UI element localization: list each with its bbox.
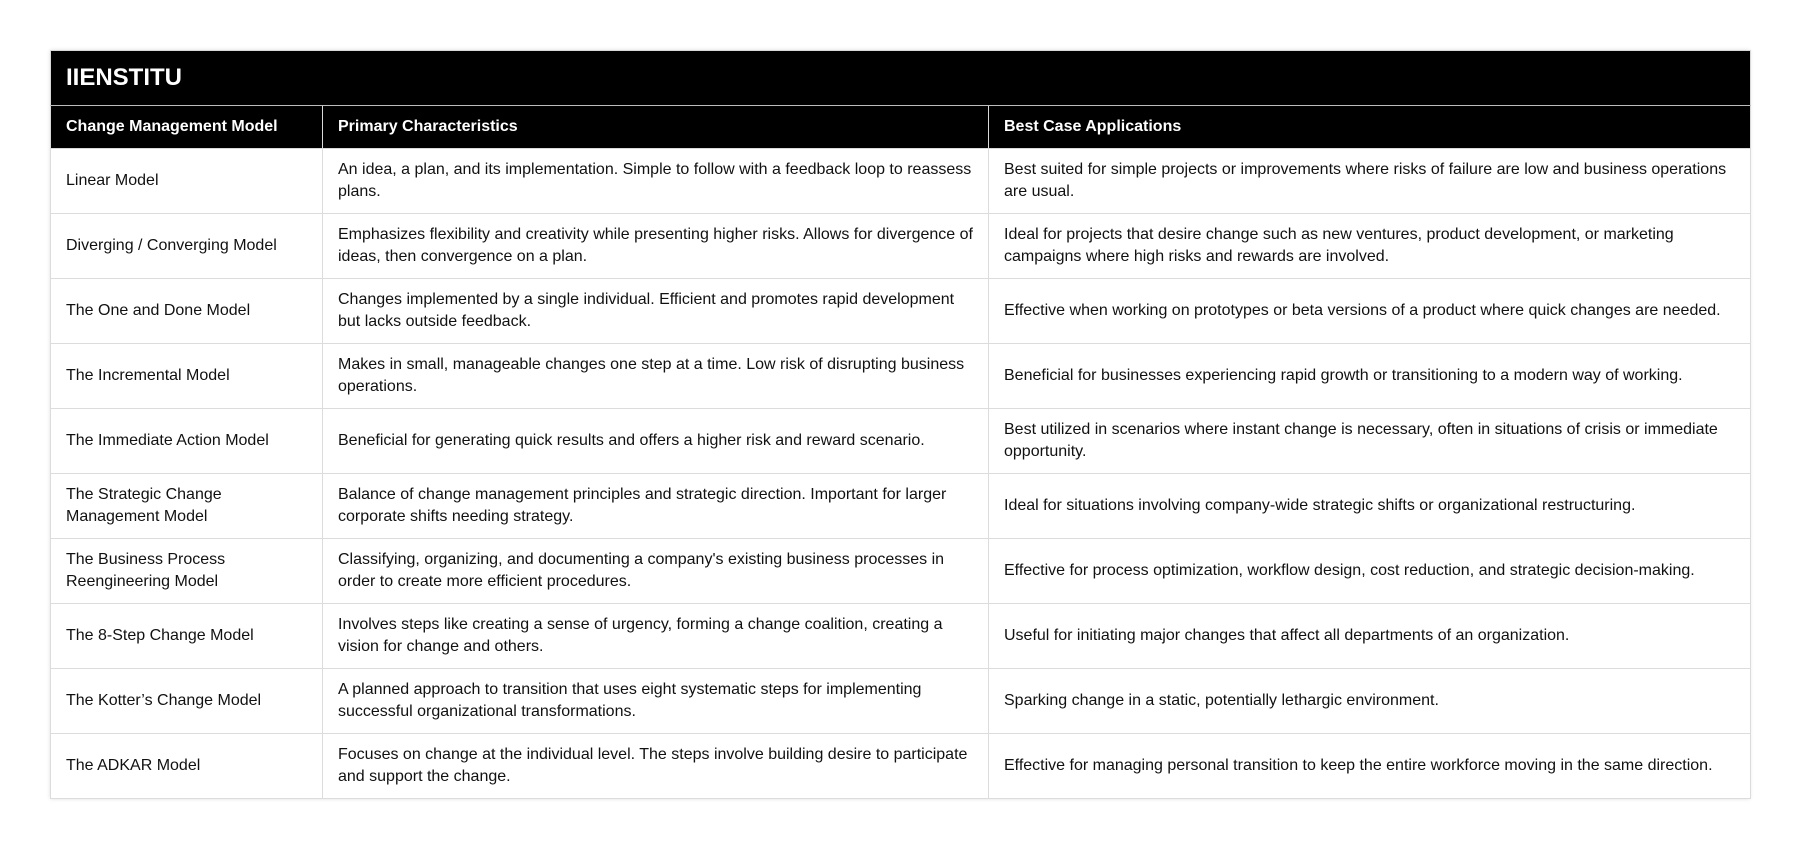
model-cell: The One and Done Model (51, 279, 323, 344)
table-row (51, 149, 1751, 214)
table-row (51, 734, 1751, 799)
characteristics-cell: Changes implemented by a single individual. Efficient and promotes rapid development but lacks outside feedback. (323, 279, 989, 344)
brand-title: IIENSTITU (51, 51, 1751, 106)
applications-cell: Useful for initiating major changes that affect all departments of an organization. (989, 604, 1751, 669)
model-cell: The Incremental Model (51, 344, 323, 409)
column-header-applications: Best Case Applications (989, 106, 1751, 149)
column-header-characteristics: Primary Characteristics (323, 106, 989, 149)
model-cell: The Business Process Reengineering Model (51, 539, 323, 604)
model-cell: The 8-Step Change Model (51, 604, 323, 669)
table-row (51, 539, 1751, 604)
characteristics-cell: An idea, a plan, and its implementation. Simple to follow with a feedback loop to reassess plans. (323, 149, 989, 214)
characteristics-cell: Balance of change management principles and strategic direction. Important for larger corporate shifts needing strategy. (323, 474, 989, 539)
table-container (50, 50, 1750, 799)
applications-cell: Effective when working on prototypes or beta versions of a product where quick changes are needed. (989, 279, 1751, 344)
characteristics-cell: A planned approach to transition that uses eight systematic steps for implementing successful organizational transformations. (323, 669, 989, 734)
table-row (51, 279, 1751, 344)
model-cell: The Immediate Action Model (51, 409, 323, 474)
brand-row (51, 51, 1751, 106)
model-cell: The Kotter’s Change Model (51, 669, 323, 734)
model-cell: The ADKAR Model (51, 734, 323, 799)
column-header-model: Change Management Model (51, 106, 323, 149)
table-row (51, 669, 1751, 734)
characteristics-cell: Classifying, organizing, and documenting a company's existing business processes in order to create more efficient procedures. (323, 539, 989, 604)
model-cell: The Strategic Change Management Model (51, 474, 323, 539)
applications-cell: Effective for managing personal transition to keep the entire workforce moving in the same direction. (989, 734, 1751, 799)
applications-cell: Best suited for simple projects or improvements where risks of failure are low and business operations are usual. (989, 149, 1751, 214)
characteristics-cell: Involves steps like creating a sense of urgency, forming a change coalition, creating a vision for change and others. (323, 604, 989, 669)
applications-cell: Best utilized in scenarios where instant change is necessary, often in situations of crisis or immediate opportunity. (989, 409, 1751, 474)
change-models-table (50, 50, 1751, 799)
applications-cell: Ideal for projects that desire change such as new ventures, product development, or marketing campaigns where high risks and rewards are involved. (989, 214, 1751, 279)
applications-cell: Beneficial for businesses experiencing rapid growth or transitioning to a modern way of working. (989, 344, 1751, 409)
header-row (51, 106, 1751, 149)
applications-cell: Sparking change in a static, potentially lethargic environment. (989, 669, 1751, 734)
table-row (51, 214, 1751, 279)
table-row (51, 474, 1751, 539)
applications-cell: Effective for process optimization, workflow design, cost reduction, and strategic decision-making. (989, 539, 1751, 604)
applications-cell: Ideal for situations involving company-wide strategic shifts or organizational restructuring. (989, 474, 1751, 539)
table-row (51, 344, 1751, 409)
table-row (51, 409, 1751, 474)
model-cell: Linear Model (51, 149, 323, 214)
table-row (51, 604, 1751, 669)
characteristics-cell: Emphasizes flexibility and creativity while presenting higher risks. Allows for divergence of ideas, then convergence on a plan. (323, 214, 989, 279)
characteristics-cell: Focuses on change at the individual level. The steps involve building desire to participate and support the change. (323, 734, 989, 799)
characteristics-cell: Beneficial for generating quick results and offers a higher risk and reward scenario. (323, 409, 989, 474)
characteristics-cell: Makes in small, manageable changes one step at a time. Low risk of disrupting business operations. (323, 344, 989, 409)
model-cell: Diverging / Converging Model (51, 214, 323, 279)
